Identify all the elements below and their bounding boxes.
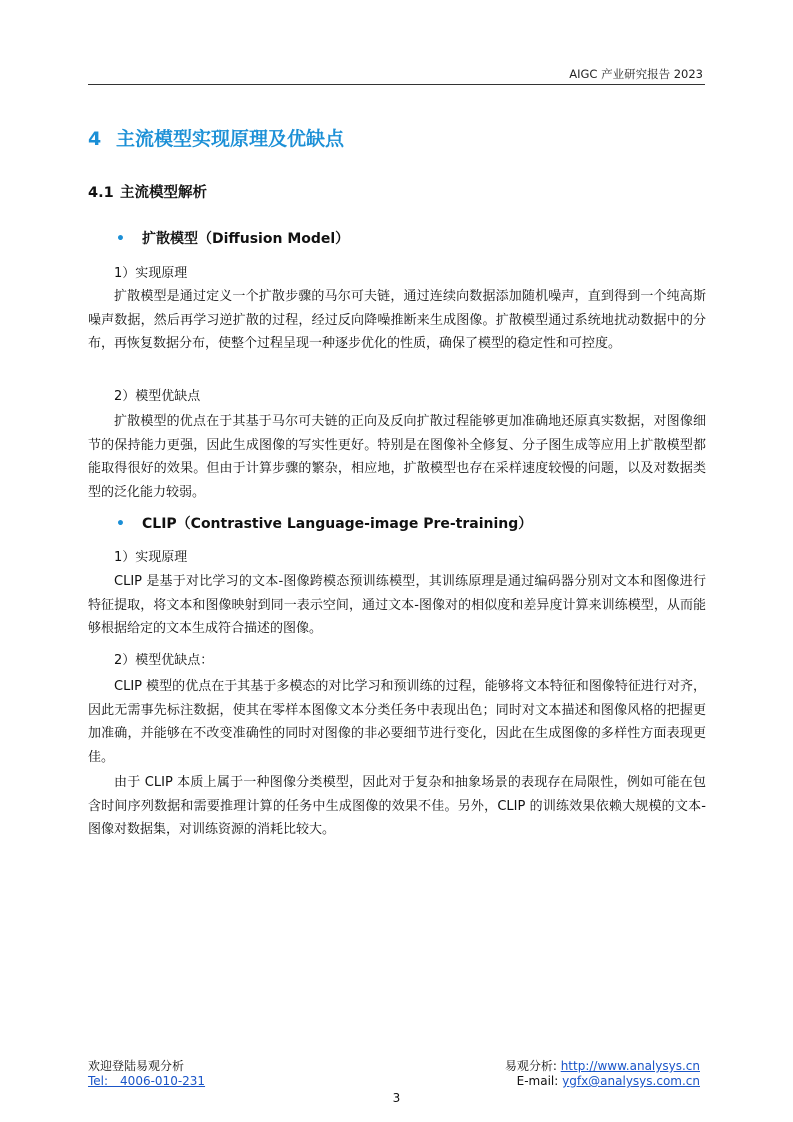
footer-left — [88, 1059, 205, 1089]
footer-site-label: 易观分析: — [504, 1059, 557, 1073]
footer-welcome: 欢迎登陆易观分析 — [88, 1059, 185, 1073]
bullet-diffusion-model — [116, 228, 349, 248]
page-number: 3 — [392, 1091, 401, 1105]
paragraph: 扩散模型的优点在于其基于马尔可夫链的正向及反向扩散过程能够更加准确地还原真实数据，对图像细节的保持能力更强，因此生成图像的写实性更好。特别是在图像补全修复、分子图生成等应用上扩散模型都能取得很好的效果。但由于计算步骤的繁杂，相应地，扩散模型也存在采样速度较慢的问题，以及对数据类型的泛化能力较弱。 — [88, 414, 706, 501]
bullet-title: CLIP（Contrastive Language-image Pre-training） — [142, 516, 533, 532]
paragraph: 由于 CLIP 本质上属于一种图像分类模型，因此对于复杂和抽象场景的表现存在局限性，例如可能在包含时间序列数据和需要推理计算的任务中生成图像的效果不佳。另外，CLIP 的训练效果依赖大规模的文本-图像对数据集，对训练资源的消耗比较大。 — [88, 775, 706, 838]
bullet-icon: • — [116, 231, 125, 247]
bullet-title: 扩散模型（Diffusion Model） — [142, 231, 350, 247]
paragraph: 扩散模型是通过定义一个扩散步骤的马尔可夫链，通过连续向数据添加随机噪声，直到得到一个纯高斯噪声数据，然后再学习逆扩散的过程，经过反向降噪推断来生成图像。扩散模型通过系统地扰动数据中的分布，再恢复数据分布，使整个过程呈现一种逐步优化的性质，确保了模型的稳定性和可控度。 — [88, 289, 706, 352]
section-number: 4.1 — [88, 185, 114, 201]
paragraph: CLIP 模型的优点在于其基于多模态的对比学习和预训练的过程，能够将文本特征和图像特征进行对齐，因此无需事先标注数据，使其在零样本图像文本分类任务中表现出色；同时对文本描述和图像风格的把握更加准确，并能够在不改变准确性的同时对图像的非必要细节进行变化，因此在生成图像的多样性方面表现更佳。 — [88, 679, 706, 766]
report-header-title: AIGC 产业研究报告 2023 — [569, 67, 703, 81]
subheading-principle: 1）实现原理 — [114, 266, 188, 281]
header-divider — [88, 84, 705, 85]
section-title: 主流模型解析 — [120, 185, 207, 201]
footer-email-label: E-mail: — [516, 1074, 559, 1088]
bullet-icon: • — [116, 516, 125, 532]
footer-tel-link[interactable]: Tel: 4006-010-231 — [88, 1074, 206, 1088]
paragraph: CLIP 是基于对比学习的文本-图像跨模态预训练模型，其训练原理是通过编码器分别对文本和图像进行特征提取，将文本和图像映射到同一表示空间，通过文本-图像对的相似度和差异度计算来训练模型，从而能够根据给定的文本生成符合描述的图像。 — [88, 574, 706, 637]
chapter-title: 主流模型实现原理及优缺点 — [116, 128, 345, 150]
bullet-clip — [116, 513, 532, 533]
website-link[interactable]: http://www.analysys.cn — [560, 1059, 700, 1073]
chapter-number: 4 — [88, 128, 102, 150]
section-heading — [88, 181, 207, 202]
subheading-principle: 1）实现原理 — [114, 550, 188, 565]
chapter-heading — [88, 124, 344, 151]
email-link[interactable]: ygfx@analysys.com.cn — [562, 1074, 700, 1088]
subheading-pros-cons: 2）模型优缺点： — [114, 653, 214, 668]
footer-email-line — [505, 1074, 700, 1089]
subheading-pros-cons: 2）模型优缺点 — [114, 389, 201, 404]
footer-right — [505, 1059, 700, 1089]
footer-site-line — [505, 1059, 700, 1074]
